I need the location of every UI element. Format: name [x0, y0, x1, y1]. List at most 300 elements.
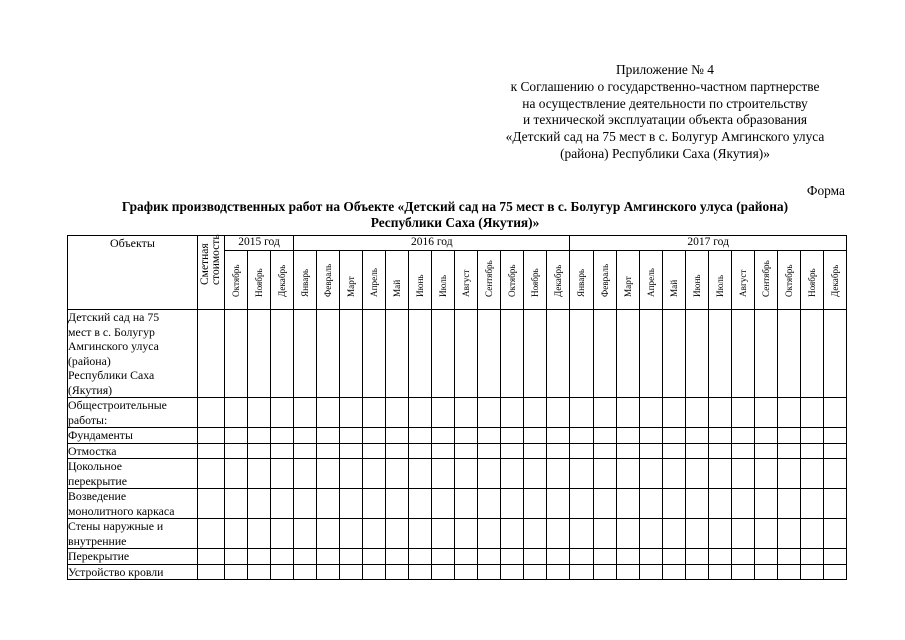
month-label: Июнь: [691, 274, 702, 297]
schedule-cell[interactable]: [363, 519, 386, 549]
schedule-cell[interactable]: [777, 459, 800, 489]
schedule-cell[interactable]: [570, 428, 593, 444]
schedule-cell[interactable]: [777, 428, 800, 444]
schedule-cell[interactable]: [570, 443, 593, 459]
schedule-cell[interactable]: [524, 519, 547, 549]
schedule-cell[interactable]: [777, 519, 800, 549]
month-label: Сентябрь: [760, 260, 771, 297]
schedule-cell[interactable]: [547, 459, 570, 489]
schedule-cell[interactable]: [409, 459, 432, 489]
schedule-cell[interactable]: [317, 443, 340, 459]
schedule-cell[interactable]: [225, 459, 248, 489]
schedule-cell[interactable]: [754, 549, 777, 565]
schedule-cell[interactable]: [340, 310, 363, 398]
schedule-cell[interactable]: [754, 459, 777, 489]
row-object-label-line: Республики Саха: [68, 368, 155, 382]
schedule-cell[interactable]: [616, 459, 639, 489]
schedule-cell[interactable]: [639, 519, 662, 549]
cost-cell[interactable]: [198, 564, 225, 580]
schedule-cell[interactable]: [271, 428, 294, 444]
schedule-cell[interactable]: [777, 398, 800, 428]
month-label: Декабрь: [277, 264, 288, 297]
schedule-cell[interactable]: [455, 564, 478, 580]
schedule-cell[interactable]: [754, 564, 777, 580]
schedule-cell[interactable]: [501, 443, 524, 459]
schedule-cell[interactable]: [478, 564, 501, 580]
schedule-cell[interactable]: [501, 489, 524, 519]
schedule-cell[interactable]: [225, 519, 248, 549]
schedule-cell[interactable]: [823, 564, 846, 580]
row-object-label: [68, 398, 198, 428]
cost-cell[interactable]: [198, 489, 225, 519]
schedule-cell[interactable]: [708, 398, 731, 428]
schedule-cell[interactable]: [271, 519, 294, 549]
schedule-cell[interactable]: [386, 549, 409, 565]
schedule-cell[interactable]: [363, 428, 386, 444]
month-label: Июль: [714, 274, 725, 297]
month-header: [731, 251, 754, 310]
schedule-cell[interactable]: [524, 310, 547, 398]
cost-cell[interactable]: [198, 549, 225, 565]
schedule-cell[interactable]: [800, 443, 823, 459]
schedule-cell[interactable]: [225, 489, 248, 519]
schedule-cell[interactable]: [823, 549, 846, 565]
schedule-cell[interactable]: [823, 310, 846, 398]
month-label: Март: [622, 276, 633, 297]
schedule-cell[interactable]: [409, 443, 432, 459]
schedule-cell[interactable]: [685, 398, 708, 428]
schedule-cell[interactable]: [570, 549, 593, 565]
schedule-cell[interactable]: [639, 310, 662, 398]
schedule-cell[interactable]: [340, 398, 363, 428]
schedule-cell[interactable]: [386, 310, 409, 398]
appendix-header-line: (района) Республики Саха (Якутия)»: [560, 145, 770, 161]
schedule-cell[interactable]: [685, 489, 708, 519]
schedule-cell[interactable]: [225, 549, 248, 565]
row-object-label-line: перекрытие: [68, 473, 127, 488]
schedule-cell[interactable]: [616, 428, 639, 444]
schedule-cell[interactable]: [363, 310, 386, 398]
schedule-cell[interactable]: [662, 428, 685, 444]
year-header: 2017 год: [570, 236, 846, 251]
month-label: Январь: [576, 268, 587, 297]
schedule-cell[interactable]: [271, 489, 294, 519]
schedule-cell[interactable]: [754, 310, 777, 398]
schedule-cell[interactable]: [708, 564, 731, 580]
schedule-cell[interactable]: [317, 564, 340, 580]
schedule-cell[interactable]: [225, 564, 248, 580]
schedule-cell[interactable]: [317, 549, 340, 565]
schedule-cell[interactable]: [593, 398, 616, 428]
schedule-cell[interactable]: [340, 428, 363, 444]
schedule-cell[interactable]: [501, 398, 524, 428]
schedule-cell[interactable]: [432, 310, 455, 398]
row-object-label: [68, 564, 198, 580]
schedule-cell[interactable]: [248, 519, 271, 549]
schedule-cell[interactable]: [639, 398, 662, 428]
schedule-cell[interactable]: [455, 428, 478, 444]
table-row: [68, 428, 847, 444]
schedule-cell[interactable]: [478, 489, 501, 519]
schedule-cell[interactable]: [754, 398, 777, 428]
schedule-cell[interactable]: [501, 310, 524, 398]
schedule-cell[interactable]: [800, 564, 823, 580]
schedule-cell[interactable]: [777, 549, 800, 565]
schedule-cell[interactable]: [294, 519, 317, 549]
document-title-line: График производственных работ на Объекте «Детский сад на 75 мест в с. Болугур Амгинского улуса (района): [121, 199, 789, 214]
schedule-cell[interactable]: [593, 519, 616, 549]
schedule-cell[interactable]: [386, 519, 409, 549]
schedule-cell[interactable]: [662, 443, 685, 459]
schedule-cell[interactable]: [248, 398, 271, 428]
schedule-cell[interactable]: [662, 459, 685, 489]
schedule-cell[interactable]: [754, 519, 777, 549]
schedule-cell[interactable]: [248, 310, 271, 398]
schedule-cell[interactable]: [271, 443, 294, 459]
cost-cell[interactable]: [198, 310, 225, 398]
schedule-cell[interactable]: [363, 459, 386, 489]
schedule-cell[interactable]: [685, 459, 708, 489]
month-label: Октябрь: [783, 264, 794, 297]
schedule-cell[interactable]: [593, 443, 616, 459]
schedule-cell[interactable]: [731, 443, 754, 459]
schedule-cell[interactable]: [363, 443, 386, 459]
month-label: Май: [392, 279, 403, 297]
schedule-cell[interactable]: [823, 428, 846, 444]
schedule-cell[interactable]: [662, 398, 685, 428]
schedule-cell[interactable]: [501, 519, 524, 549]
schedule-cell[interactable]: [754, 428, 777, 444]
schedule-cell[interactable]: [409, 549, 432, 565]
schedule-cell[interactable]: [593, 549, 616, 565]
schedule-cell[interactable]: [271, 310, 294, 398]
schedule-cell[interactable]: [432, 428, 455, 444]
schedule-cell[interactable]: [432, 443, 455, 459]
schedule-cell[interactable]: [731, 310, 754, 398]
schedule-cell[interactable]: [708, 519, 731, 549]
schedule-cell[interactable]: [409, 519, 432, 549]
schedule-cell[interactable]: [317, 428, 340, 444]
month-header: [777, 251, 800, 310]
row-object-label-line: Общестроительные: [68, 398, 167, 412]
schedule-cell[interactable]: [478, 398, 501, 428]
schedule-cell[interactable]: [248, 564, 271, 580]
schedule-cell[interactable]: [547, 398, 570, 428]
schedule-cell[interactable]: [248, 443, 271, 459]
schedule-cell[interactable]: [639, 428, 662, 444]
schedule-cell[interactable]: [823, 443, 846, 459]
schedule-cell[interactable]: [685, 310, 708, 398]
month-header: [294, 251, 317, 310]
schedule-cell[interactable]: [294, 459, 317, 489]
schedule-cell[interactable]: [478, 428, 501, 444]
cost-column-header: [198, 236, 225, 310]
month-label: Август: [737, 269, 748, 297]
schedule-cell[interactable]: [432, 549, 455, 565]
schedule-cell[interactable]: [616, 489, 639, 519]
cost-cell[interactable]: [198, 398, 225, 428]
schedule-cell[interactable]: [524, 549, 547, 565]
schedule-cell[interactable]: [432, 564, 455, 580]
month-header: [593, 251, 616, 310]
year-header: 2015 год: [225, 236, 294, 251]
schedule-cell[interactable]: [501, 564, 524, 580]
schedule-cell[interactable]: [386, 398, 409, 428]
schedule-cell[interactable]: [294, 398, 317, 428]
schedule-cell[interactable]: [340, 564, 363, 580]
schedule-cell[interactable]: [478, 519, 501, 549]
month-header: [754, 251, 777, 310]
schedule-cell[interactable]: [685, 564, 708, 580]
schedule-cell[interactable]: [616, 398, 639, 428]
schedule-cell[interactable]: [593, 489, 616, 519]
schedule-cell[interactable]: [685, 428, 708, 444]
schedule-cell[interactable]: [754, 489, 777, 519]
schedule-cell[interactable]: [340, 443, 363, 459]
schedule-cell[interactable]: [455, 443, 478, 459]
table-row: [68, 459, 847, 489]
schedule-cell[interactable]: [570, 564, 593, 580]
schedule-cell[interactable]: [708, 443, 731, 459]
schedule-cell[interactable]: [294, 443, 317, 459]
schedule-cell[interactable]: [294, 310, 317, 398]
month-header: [823, 251, 846, 310]
schedule-cell[interactable]: [800, 310, 823, 398]
schedule-cell[interactable]: [731, 428, 754, 444]
schedule-cell[interactable]: [478, 549, 501, 565]
schedule-cell[interactable]: [248, 489, 271, 519]
schedule-cell[interactable]: [271, 564, 294, 580]
schedule-cell[interactable]: [524, 459, 547, 489]
schedule-cell[interactable]: [685, 443, 708, 459]
schedule-cell[interactable]: [800, 459, 823, 489]
schedule-cell[interactable]: [455, 398, 478, 428]
schedule-cell[interactable]: [662, 549, 685, 565]
row-object-label: [68, 310, 198, 398]
schedule-cell[interactable]: [777, 310, 800, 398]
schedule-cell[interactable]: [731, 519, 754, 549]
schedule-cell[interactable]: [662, 489, 685, 519]
schedule-cell[interactable]: [570, 489, 593, 519]
schedule-cell[interactable]: [524, 443, 547, 459]
schedule-cell[interactable]: [271, 398, 294, 428]
row-object-label-line: (района): [68, 353, 111, 368]
schedule-cell[interactable]: [593, 428, 616, 444]
row-object-label-line: внутренние: [68, 533, 127, 548]
schedule-cell[interactable]: [248, 459, 271, 489]
schedule-cell[interactable]: [455, 459, 478, 489]
schedule-cell[interactable]: [708, 549, 731, 565]
schedule-cell[interactable]: [363, 564, 386, 580]
month-header: [340, 251, 363, 310]
row-object-label: [68, 519, 198, 549]
schedule-cell[interactable]: [317, 310, 340, 398]
schedule-cell[interactable]: [777, 489, 800, 519]
schedule-cell[interactable]: [271, 549, 294, 565]
schedule-cell[interactable]: [363, 549, 386, 565]
schedule-cell[interactable]: [685, 549, 708, 565]
schedule-cell[interactable]: [317, 459, 340, 489]
schedule-cell[interactable]: [731, 459, 754, 489]
month-header: [708, 251, 731, 310]
schedule-cell[interactable]: [455, 310, 478, 398]
schedule-cell[interactable]: [478, 310, 501, 398]
cost-cell[interactable]: [198, 459, 225, 489]
schedule-cell[interactable]: [294, 428, 317, 444]
schedule-cell[interactable]: [662, 564, 685, 580]
schedule-cell[interactable]: [616, 443, 639, 459]
schedule-cell[interactable]: [317, 519, 340, 549]
cost-cell[interactable]: [198, 519, 225, 549]
schedule-cell[interactable]: [616, 519, 639, 549]
schedule-cell[interactable]: [570, 459, 593, 489]
month-label: Январь: [300, 268, 311, 297]
schedule-cell[interactable]: [570, 310, 593, 398]
schedule-cell[interactable]: [225, 443, 248, 459]
schedule-cell[interactable]: [409, 398, 432, 428]
schedule-cell[interactable]: [639, 489, 662, 519]
schedule-cell[interactable]: [363, 398, 386, 428]
month-label: Декабрь: [829, 264, 840, 297]
schedule-cell[interactable]: [386, 443, 409, 459]
schedule-cell[interactable]: [409, 310, 432, 398]
schedule-cell[interactable]: [777, 443, 800, 459]
schedule-cell[interactable]: [593, 459, 616, 489]
schedule-cell[interactable]: [294, 489, 317, 519]
month-header: [271, 251, 294, 310]
schedule-cell[interactable]: [524, 489, 547, 519]
schedule-cell[interactable]: [317, 489, 340, 519]
schedule-cell[interactable]: [432, 519, 455, 549]
schedule-cell[interactable]: [616, 549, 639, 565]
objects-column-header: Объекты: [68, 236, 198, 310]
schedule-cell[interactable]: [639, 459, 662, 489]
schedule-cell[interactable]: [409, 489, 432, 519]
schedule-cell[interactable]: [294, 564, 317, 580]
schedule-cell[interactable]: [455, 549, 478, 565]
schedule-cell[interactable]: [455, 519, 478, 549]
schedule-cell[interactable]: [294, 549, 317, 565]
schedule-cell[interactable]: [547, 443, 570, 459]
schedule-cell[interactable]: [317, 398, 340, 428]
schedule-cell[interactable]: [708, 459, 731, 489]
month-label: Август: [461, 269, 472, 297]
cost-cell[interactable]: [198, 443, 225, 459]
schedule-cell[interactable]: [386, 564, 409, 580]
schedule-cell[interactable]: [547, 564, 570, 580]
schedule-cell[interactable]: [662, 310, 685, 398]
schedule-cell[interactable]: [409, 428, 432, 444]
schedule-table: [67, 235, 847, 580]
row-object-label-line: Устройство кровли: [68, 564, 164, 579]
schedule-cell[interactable]: [823, 519, 846, 549]
schedule-cell[interactable]: [432, 459, 455, 489]
schedule-cell[interactable]: [731, 549, 754, 565]
schedule-cell[interactable]: [593, 564, 616, 580]
schedule-cell[interactable]: [708, 310, 731, 398]
schedule-cell[interactable]: [432, 398, 455, 428]
schedule-cell[interactable]: [478, 459, 501, 489]
schedule-cell[interactable]: [478, 443, 501, 459]
schedule-cell[interactable]: [386, 459, 409, 489]
schedule-cell[interactable]: [593, 310, 616, 398]
schedule-cell[interactable]: [823, 398, 846, 428]
schedule-cell[interactable]: [248, 549, 271, 565]
schedule-cell[interactable]: [570, 519, 593, 549]
schedule-cell[interactable]: [501, 428, 524, 444]
schedule-cell[interactable]: [708, 428, 731, 444]
schedule-cell[interactable]: [248, 428, 271, 444]
schedule-cell[interactable]: [731, 489, 754, 519]
month-header: [478, 251, 501, 310]
schedule-cell[interactable]: [754, 443, 777, 459]
schedule-cell[interactable]: [639, 564, 662, 580]
schedule-cell[interactable]: [547, 549, 570, 565]
month-header: [409, 251, 432, 310]
schedule-cell[interactable]: [340, 459, 363, 489]
schedule-cell[interactable]: [524, 564, 547, 580]
schedule-cell[interactable]: [386, 489, 409, 519]
schedule-cell[interactable]: [409, 564, 432, 580]
schedule-cell[interactable]: [271, 459, 294, 489]
schedule-cell[interactable]: [662, 519, 685, 549]
schedule-cell[interactable]: [800, 489, 823, 519]
schedule-cell[interactable]: [225, 310, 248, 398]
schedule-cell[interactable]: [800, 398, 823, 428]
schedule-cell[interactable]: [524, 398, 547, 428]
schedule-cell[interactable]: [363, 489, 386, 519]
month-header: [547, 251, 570, 310]
schedule-cell[interactable]: [616, 564, 639, 580]
schedule-cell[interactable]: [547, 310, 570, 398]
schedule-cell[interactable]: [340, 549, 363, 565]
schedule-cell[interactable]: [225, 398, 248, 428]
schedule-cell[interactable]: [501, 549, 524, 565]
schedule-cell[interactable]: [823, 489, 846, 519]
schedule-cell[interactable]: [731, 564, 754, 580]
cost-cell[interactable]: [198, 428, 225, 444]
month-header: [639, 251, 662, 310]
schedule-cell[interactable]: [225, 428, 248, 444]
schedule-cell[interactable]: [501, 459, 524, 489]
row-object-label: [68, 459, 198, 489]
month-label: Март: [346, 276, 357, 297]
schedule-cell[interactable]: [731, 398, 754, 428]
schedule-cell[interactable]: [455, 489, 478, 519]
schedule-cell[interactable]: [386, 428, 409, 444]
schedule-cell[interactable]: [432, 489, 455, 519]
schedule-cell[interactable]: [639, 443, 662, 459]
schedule-cell[interactable]: [777, 564, 800, 580]
schedule-cell[interactable]: [823, 459, 846, 489]
schedule-cell[interactable]: [570, 398, 593, 428]
schedule-cell[interactable]: [685, 519, 708, 549]
schedule-cell[interactable]: [800, 428, 823, 444]
schedule-cell[interactable]: [340, 519, 363, 549]
schedule-cell[interactable]: [708, 489, 731, 519]
schedule-cell[interactable]: [547, 428, 570, 444]
schedule-cell[interactable]: [547, 519, 570, 549]
schedule-cell[interactable]: [800, 549, 823, 565]
schedule-cell[interactable]: [639, 549, 662, 565]
schedule-cell[interactable]: [524, 428, 547, 444]
schedule-cell[interactable]: [340, 489, 363, 519]
schedule-cell[interactable]: [547, 489, 570, 519]
month-header: [432, 251, 455, 310]
schedule-cell[interactable]: [616, 310, 639, 398]
schedule-cell[interactable]: [800, 519, 823, 549]
row-object-label: [68, 489, 198, 519]
